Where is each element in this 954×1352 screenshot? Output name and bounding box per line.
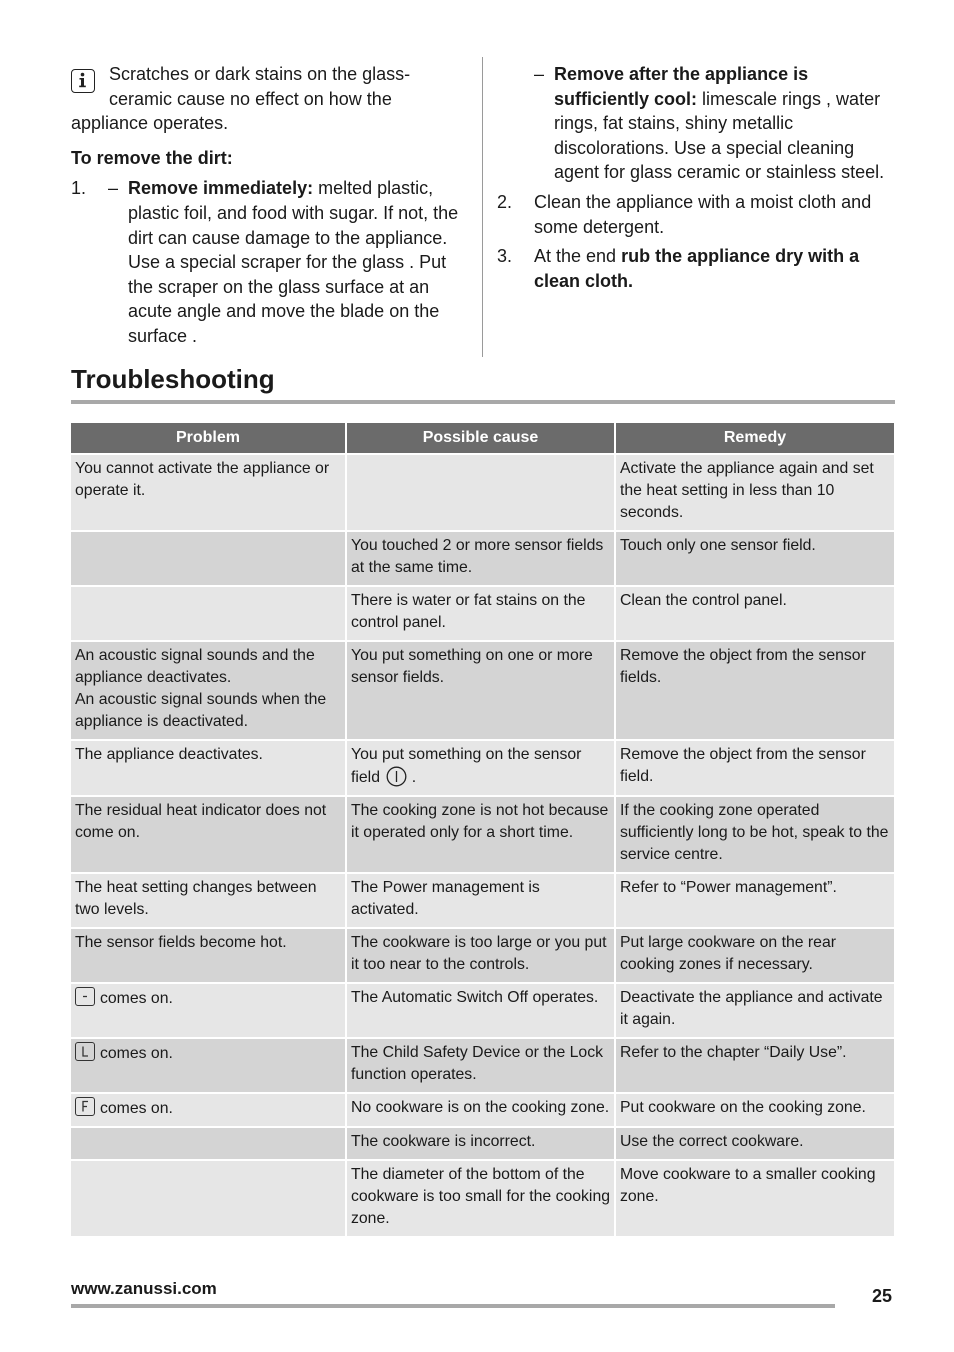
header-cause: Possible cause (347, 423, 614, 453)
info-text: Scratches or dark stains on the glass-ceramic cause no effect on how the appliance operates. (71, 64, 411, 134)
table-header-row (71, 423, 894, 453)
cause-cell: The cooking zone is not hot because it operated only for a short time. (347, 797, 614, 872)
cause-cell: No cookware is on the cooking zone. (347, 1094, 614, 1126)
dash-text: limescale rings , water rings, fat stains, shiny metallic discolorations. Use a special cleaning agent for glass ceramic or stainless steel. (554, 88, 885, 183)
problem-cell: You cannot activate the appliance or operate it. (71, 455, 345, 530)
display-dash-symbol-icon (75, 987, 95, 1006)
step-1-continued (497, 62, 895, 185)
right-column (497, 62, 895, 293)
step-1-text: melted plastic, plastic foil, and food with sugar. If not, the dirt can cause damage to the appliance. Use a special scraper for the glass . Put the scraper on the glass surface at an acute angle and move the blade on the surface . (128, 178, 459, 346)
problem-cell (71, 984, 345, 1037)
footer-rule (71, 1304, 835, 1308)
remedy-cell: Remove the object from the sensor fields. (616, 642, 894, 739)
table-row (71, 797, 894, 872)
cause-cell: The Power management is activated. (347, 874, 614, 927)
cause-cell: The cookware is incorrect. (347, 1128, 614, 1159)
table-row (71, 741, 894, 795)
cause-cell: The Child Safety Device or the Lock function operates. (347, 1039, 614, 1092)
step-1-bold: Remove immediately: (128, 178, 314, 199)
step-3-bold: rub the appliance dry with a clean cloth. (534, 246, 860, 291)
table-row (71, 455, 894, 530)
remedy-cell: Put cookware on the cooking zone. (616, 1094, 894, 1126)
remedy-cell: Clean the control panel. (616, 587, 894, 640)
remedy-cell: Activate the appliance again and set the heat setting in less than 10 seconds. (616, 455, 894, 530)
footer-url: www.zanussi.com (71, 1279, 217, 1298)
problem-cell (71, 1094, 345, 1126)
problem-cell (71, 1128, 345, 1159)
cause-cell: You touched 2 or more sensor fields at the same time. (347, 532, 614, 585)
left-column (71, 62, 466, 349)
cause-cell (347, 741, 614, 795)
on-off-icon (386, 766, 407, 787)
header-remedy: Remedy (616, 423, 894, 453)
table-row (71, 1094, 894, 1126)
remedy-cell: Put large cookware on the rear cooking zones if necessary. (616, 929, 894, 982)
display-f-symbol-icon (75, 1097, 95, 1116)
heading-rule (71, 400, 895, 404)
dash-bold: Remove after the appliance is sufficiently cool: (554, 64, 809, 109)
info-icon (71, 69, 95, 93)
step-number: 1. (71, 178, 87, 199)
remedy-cell: Refer to the chapter “Daily Use”. (616, 1039, 894, 1092)
cause-cell: The diameter of the bottom of the cookware is too small for the cooking zone. (347, 1161, 614, 1236)
problem-cell (71, 532, 345, 585)
problem-text: comes on. (100, 990, 173, 1007)
cause-cell: There is water or fat stains on the control panel. (347, 587, 614, 640)
remedy-cell: Deactivate the appliance and activate it again. (616, 984, 894, 1037)
table-row (71, 874, 894, 927)
cause-cell: The cookware is too large or you put it too near to the controls. (347, 929, 614, 982)
cause-cell: You put something on one or more sensor fields. (347, 642, 614, 739)
step-dash: – (534, 64, 545, 84)
table-row (71, 929, 894, 982)
remedy-cell: Use the correct cookware. (616, 1128, 894, 1159)
table-row (71, 1128, 894, 1159)
problem-cell: The residual heat indicator does not come on. (71, 797, 345, 872)
column-divider (482, 57, 483, 357)
remedy-cell: Touch only one sensor field. (616, 532, 894, 585)
step-2-text: Clean the appliance with a moist cloth and some detergent. (534, 191, 872, 237)
cause-cell: The Automatic Switch Off operates. (347, 984, 614, 1037)
subheading: To remove the dirt: (71, 147, 233, 168)
table-row (71, 984, 894, 1037)
step-number: 2. (497, 191, 513, 212)
step-2 (497, 190, 895, 239)
table-row (71, 532, 894, 585)
info-note (71, 62, 466, 136)
display-l-symbol-icon (75, 1042, 95, 1061)
problem-cell: The heat setting changes between two levels. (71, 874, 345, 927)
cause-text: You put something on the sensor field (351, 746, 582, 786)
problem-line-2: An acoustic signal sounds when the appliance is deactivated. (75, 691, 327, 730)
section-title: Troubleshooting (71, 364, 275, 394)
cause-suffix: . (407, 769, 417, 786)
problem-cell (71, 642, 345, 739)
problem-cell (71, 1039, 345, 1092)
problem-cell (71, 1161, 345, 1236)
table-row (71, 587, 894, 640)
problem-cell (71, 587, 345, 640)
cause-cell (347, 455, 614, 530)
remedy-cell: Refer to “Power management”. (616, 874, 894, 927)
remedy-cell: Move cookware to a smaller cooking zone. (616, 1161, 894, 1236)
page-number: 25 (872, 1286, 893, 1306)
header-problem: Problem (71, 423, 345, 453)
problem-cell: The sensor fields become hot. (71, 929, 345, 982)
table-row (71, 1039, 894, 1092)
step-3-text: At the end (534, 246, 622, 267)
problem-line-1: An acoustic signal sounds and the appliance deactivates. (75, 647, 315, 686)
remedy-cell: If the cooking zone operated sufficiently long to be hot, speak to the service centre. (616, 797, 894, 872)
problem-text: comes on. (100, 1100, 173, 1117)
remedy-cell: Remove the object from the sensor field. (616, 741, 894, 795)
table-row (71, 1161, 894, 1236)
problem-cell: The appliance deactivates. (71, 741, 345, 795)
table-row (71, 642, 894, 739)
problem-text: comes on. (100, 1045, 173, 1062)
step-number: 3. (497, 246, 513, 267)
step-dash: – (108, 178, 119, 199)
step-1 (71, 176, 466, 348)
step-3 (497, 244, 895, 293)
troubleshooting-table (69, 421, 896, 1238)
